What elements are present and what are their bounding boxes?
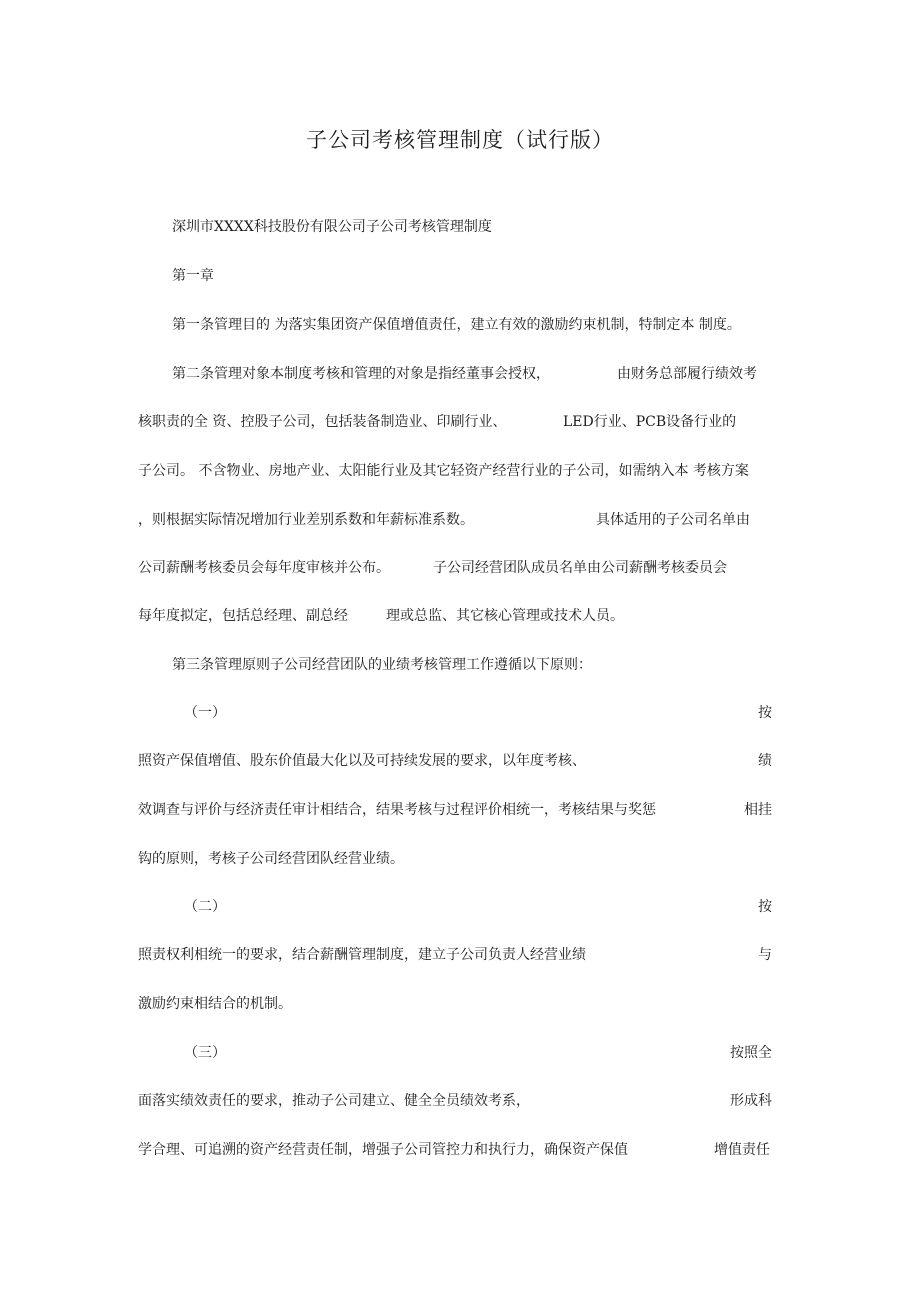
principle3-text-2a: 面落实绩效责任的要求，推动子公司建立、健全全员绩效考系， bbox=[138, 1093, 530, 1109]
article2-line1 bbox=[0, 362, 920, 386]
principle2-text-2a: 照责权利相统一的要求，结合薪酬管理制度，建立子公司负责人经营业绩 bbox=[138, 947, 586, 963]
principle2-text-1: 按 bbox=[758, 899, 772, 915]
article2-line6 bbox=[0, 604, 920, 628]
principle2-line3 bbox=[0, 992, 920, 1016]
principle1-line2 bbox=[0, 749, 920, 773]
article2-line2 bbox=[0, 410, 920, 434]
article1-text: 第一条管理目的 为落实集团资产保值增值责任，建立有效的激励约束机制，特制定本 制度。 bbox=[172, 317, 741, 333]
article2-text-2a: 核职责的全 资、控股子公司，包括装备制造业、印刷行业、 bbox=[138, 414, 507, 430]
principle1-text-4: 钩的原则，考核子公司经营团队经营业绩。 bbox=[138, 851, 404, 867]
principle2-number: （二） bbox=[184, 899, 226, 915]
principle3-text-2b: 形成科 bbox=[730, 1093, 772, 1109]
article2-text-4b: 具体适用的子公司名单由 bbox=[596, 512, 750, 528]
subtitle-line bbox=[0, 215, 920, 239]
principle1-line4 bbox=[0, 847, 920, 871]
article2-text-4a: ，则根据实际情况增加行业差别系数和年薪标准系数。 bbox=[138, 512, 474, 528]
article2-line5 bbox=[0, 556, 920, 580]
document-title: 子公司考核管理制度（试行版） bbox=[306, 128, 614, 152]
principle3-line2 bbox=[0, 1089, 920, 1113]
article2-text-5b: 子公司经营团队成员名单由公司薪酬考核委员会 bbox=[433, 560, 727, 576]
principle3-text-1: 按照全 bbox=[730, 1045, 772, 1061]
article2-text-3: 子公司。 不含物业、房地产业、太阳能行业及其它轻资产经营行业的子公司，如需纳入本 考核方案 bbox=[138, 463, 749, 479]
article2-text-1a: 第二条管理对象本制度考核和管理的对象是指经董事会授权， bbox=[172, 366, 550, 382]
principle3-line1 bbox=[0, 1041, 920, 1065]
article2-line3 bbox=[0, 459, 920, 483]
principle1-line3 bbox=[0, 798, 920, 822]
article2-text-6a: 每年度拟定，包括总经理、副总经 bbox=[138, 608, 348, 624]
principle1-text-2b: 绩 bbox=[758, 753, 772, 769]
article2-text-6b: 理或总监、其它核心管理或技术人员。 bbox=[386, 608, 624, 624]
principle1-text-2a: 照资产保值增值、股东价值最大化以及可持续发展的要求，以年度考核、 bbox=[138, 753, 586, 769]
principle1-number: （一） bbox=[184, 705, 226, 721]
principle3-text-3b: 增值责任 bbox=[714, 1142, 770, 1158]
document-subtitle: 深圳市XXXX科技股份有限公司子公司考核管理制度 bbox=[172, 219, 492, 235]
principle2-text-3: 激励约束相结合的机制。 bbox=[138, 996, 292, 1012]
principle3-text-3a: 学合理、可追溯的资产经营责任制，增强子公司管控力和执行力，确保资产保值 bbox=[138, 1142, 628, 1158]
principle3-line3 bbox=[0, 1138, 920, 1162]
chapter-line bbox=[0, 264, 920, 288]
principle1-text-3a: 效调查与评价与经济责任审计相结合，结果考核与过程评价相统一，考核结果与奖惩 bbox=[138, 802, 656, 818]
principle1-text-3b: 相挂 bbox=[744, 802, 772, 818]
principle2-line2 bbox=[0, 943, 920, 967]
principle3-number: （三） bbox=[184, 1045, 226, 1061]
principle2-text-2b: 与 bbox=[758, 947, 772, 963]
article3-intro-line bbox=[0, 653, 920, 677]
article1-line bbox=[0, 313, 920, 337]
article2-line4 bbox=[0, 508, 920, 532]
article2-text-2b: LED行业、PCB设备行业的 bbox=[563, 414, 737, 430]
article3-intro: 第三条管理原则子公司经营团队的业绩考核管理工作遵循以下原则： bbox=[172, 657, 592, 673]
principle1-line1 bbox=[0, 701, 920, 725]
principle1-text-1: 按 bbox=[758, 705, 772, 721]
chapter-heading: 第一章 bbox=[172, 268, 214, 284]
article2-text-1b: 由财务总部履行绩效考 bbox=[617, 366, 757, 382]
principle2-line1 bbox=[0, 895, 920, 919]
article2-text-5a: 公司薪酬考核委员会每年度审核并公布。 bbox=[138, 560, 390, 576]
